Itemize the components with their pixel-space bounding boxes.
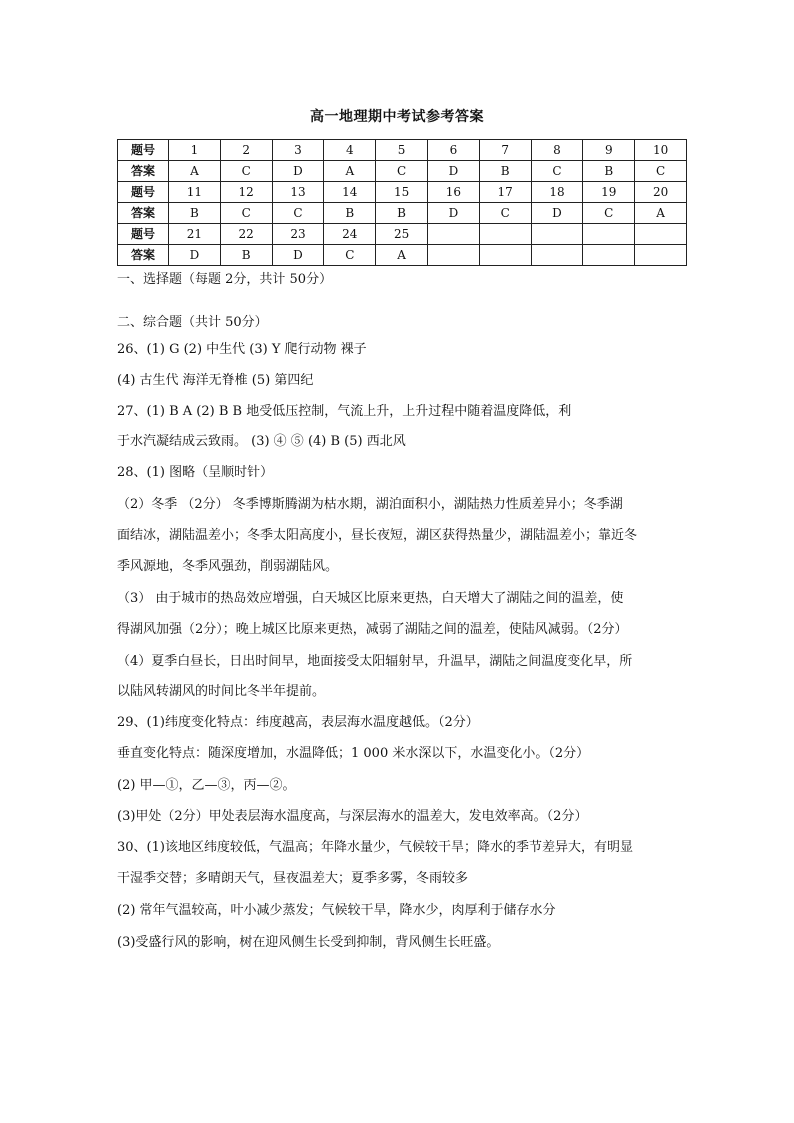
page-title: 高一地理期中考试参考答案	[310, 109, 484, 125]
table-row	[118, 203, 687, 224]
table-cell: D	[272, 245, 324, 266]
answer-line: 28、(1) 图略（呈顺时针）	[117, 465, 274, 480]
table-cell: C	[272, 203, 324, 224]
table-cell: 17	[479, 182, 531, 203]
table-cell: B	[376, 203, 428, 224]
table-cell: 14	[324, 182, 376, 203]
row-header: 题号	[118, 140, 169, 161]
table-cell	[427, 245, 479, 266]
answer-line: 垂直变化特点：随深度增加，水温降低；1 000 米水深以下，水温变化小。（2分）	[117, 746, 590, 761]
table-cell: B	[220, 245, 272, 266]
answer-line: 27、(1) B A (2) B B 地受低压控制，气流上升，上升过程中随着温度降低，利	[117, 404, 572, 419]
table-cell: 6	[427, 140, 479, 161]
table-cell: C	[220, 161, 272, 182]
table-cell: 4	[324, 140, 376, 161]
table-cell: 10	[635, 140, 687, 161]
table-cell: 8	[531, 140, 583, 161]
table-row	[118, 182, 687, 203]
table-cell	[479, 245, 531, 266]
answer-line: (3)甲处（2分）甲处表层海水温度高，与深层海水的温差大，发电效率高。（2分）	[117, 809, 588, 824]
answer-line: 以陆风转湖风的时间比冬半年提前。	[117, 684, 326, 699]
answer-line: （4）夏季白昼长，日出时间早，地面接受太阳辐射早，升温早，湖陆之间温度变化早，所	[117, 654, 633, 669]
table-cell	[583, 224, 635, 245]
answer-line: (2) 甲—①，乙—③，丙—②。	[117, 778, 296, 793]
table-cell: 18	[531, 182, 583, 203]
table-cell: 25	[376, 224, 428, 245]
answer-line: 一、选择题（每题 2分，共计 50分）	[117, 272, 333, 287]
table-cell: 2	[220, 140, 272, 161]
answer-line: 二、综合题（共计 50分）	[117, 315, 268, 330]
table-cell: D	[272, 161, 324, 182]
answer-line: (3)受盛行风的影响，树在迎风侧生长受到抑制，背风侧生长旺盛。	[117, 935, 500, 950]
table-cell: C	[376, 161, 428, 182]
table-cell: D	[427, 161, 479, 182]
answer-line: （2）冬季 （2分） 冬季博斯腾湖为枯水期，湖泊面积小，湖陆热力性质差异小；冬季湖	[117, 497, 623, 512]
answer-line: 26、(1) G (2) 中生代 (3) Y 爬行动物 裸子	[117, 342, 367, 357]
row-header: 答案	[118, 245, 169, 266]
row-header: 答案	[118, 161, 169, 182]
table-cell: B	[479, 161, 531, 182]
table-cell: C	[324, 245, 376, 266]
answer-line: 29、(1)纬度变化特点：纬度越高，表层海水温度越低。（2分）	[117, 715, 479, 730]
table-cell	[583, 245, 635, 266]
table-cell: C	[220, 203, 272, 224]
answer-table	[117, 139, 687, 266]
answer-line: (4) 古生代 海洋无脊椎 (5) 第四纪	[117, 373, 314, 388]
answer-line: 于水汽凝结成云致雨。 (3) ④ ⑤ (4) B (5) 西北风	[117, 434, 406, 449]
table-cell: 7	[479, 140, 531, 161]
table-row	[118, 224, 687, 245]
row-header: 题号	[118, 224, 169, 245]
table-cell	[531, 245, 583, 266]
table-cell: C	[583, 203, 635, 224]
table-cell: A	[324, 161, 376, 182]
table-cell: A	[169, 161, 221, 182]
table-cell: 19	[583, 182, 635, 203]
table-cell: A	[635, 203, 687, 224]
answer-line: 干湿季交替；多晴朗天气，昼夜温差大；夏季多雾，冬雨较多	[117, 871, 469, 886]
table-cell	[635, 245, 687, 266]
table-cell: D	[169, 245, 221, 266]
answer-line: (2) 常年气温较高，叶小减少蒸发；气候较干旱，降水少，肉厚利于储存水分	[117, 903, 556, 918]
table-cell: 23	[272, 224, 324, 245]
table-cell: 3	[272, 140, 324, 161]
table-cell: A	[376, 245, 428, 266]
answer-line: （3） 由于城市的热岛效应增强，白天城区比原来更热，白天增大了湖陆之间的温差，使	[117, 591, 624, 606]
table-cell: 21	[169, 224, 221, 245]
table-cell: D	[531, 203, 583, 224]
row-header: 答案	[118, 203, 169, 224]
table-cell: 20	[635, 182, 687, 203]
table-cell	[635, 224, 687, 245]
table-row	[118, 245, 687, 266]
table-cell: 16	[427, 182, 479, 203]
table-cell	[531, 224, 583, 245]
table-cell: 13	[272, 182, 324, 203]
table-cell	[427, 224, 479, 245]
answer-line: 季风源地，冬季风强劲，削弱湖陆风。	[117, 559, 339, 574]
table-cell: B	[583, 161, 635, 182]
answer-line: 得湖风加强（2分）；晚上城区比原来更热，减弱了湖陆之间的温差，使陆风减弱。（2分）	[117, 622, 628, 637]
table-cell: B	[324, 203, 376, 224]
answer-line: 30、(1)该地区纬度较低，气温高；年降水量少，气候较干旱；降水的季节差异大，有明显	[117, 840, 633, 855]
table-cell: 9	[583, 140, 635, 161]
table-cell: C	[531, 161, 583, 182]
answer-line: 面结冰，湖陆温差小；冬季太阳高度小，昼长夜短，湖区获得热量少，湖陆温差小；靠近冬	[117, 528, 638, 543]
table-cell: 15	[376, 182, 428, 203]
table-cell: 12	[220, 182, 272, 203]
table-cell: B	[169, 203, 221, 224]
table-cell: 24	[324, 224, 376, 245]
table-cell: 1	[169, 140, 221, 161]
table-row	[118, 161, 687, 182]
table-cell: C	[635, 161, 687, 182]
table-cell: D	[427, 203, 479, 224]
table-cell: 11	[169, 182, 221, 203]
table-cell	[479, 224, 531, 245]
table-cell: C	[479, 203, 531, 224]
table-cell: 5	[376, 140, 428, 161]
row-header: 题号	[118, 182, 169, 203]
table-cell: 22	[220, 224, 272, 245]
table-row	[118, 140, 687, 161]
